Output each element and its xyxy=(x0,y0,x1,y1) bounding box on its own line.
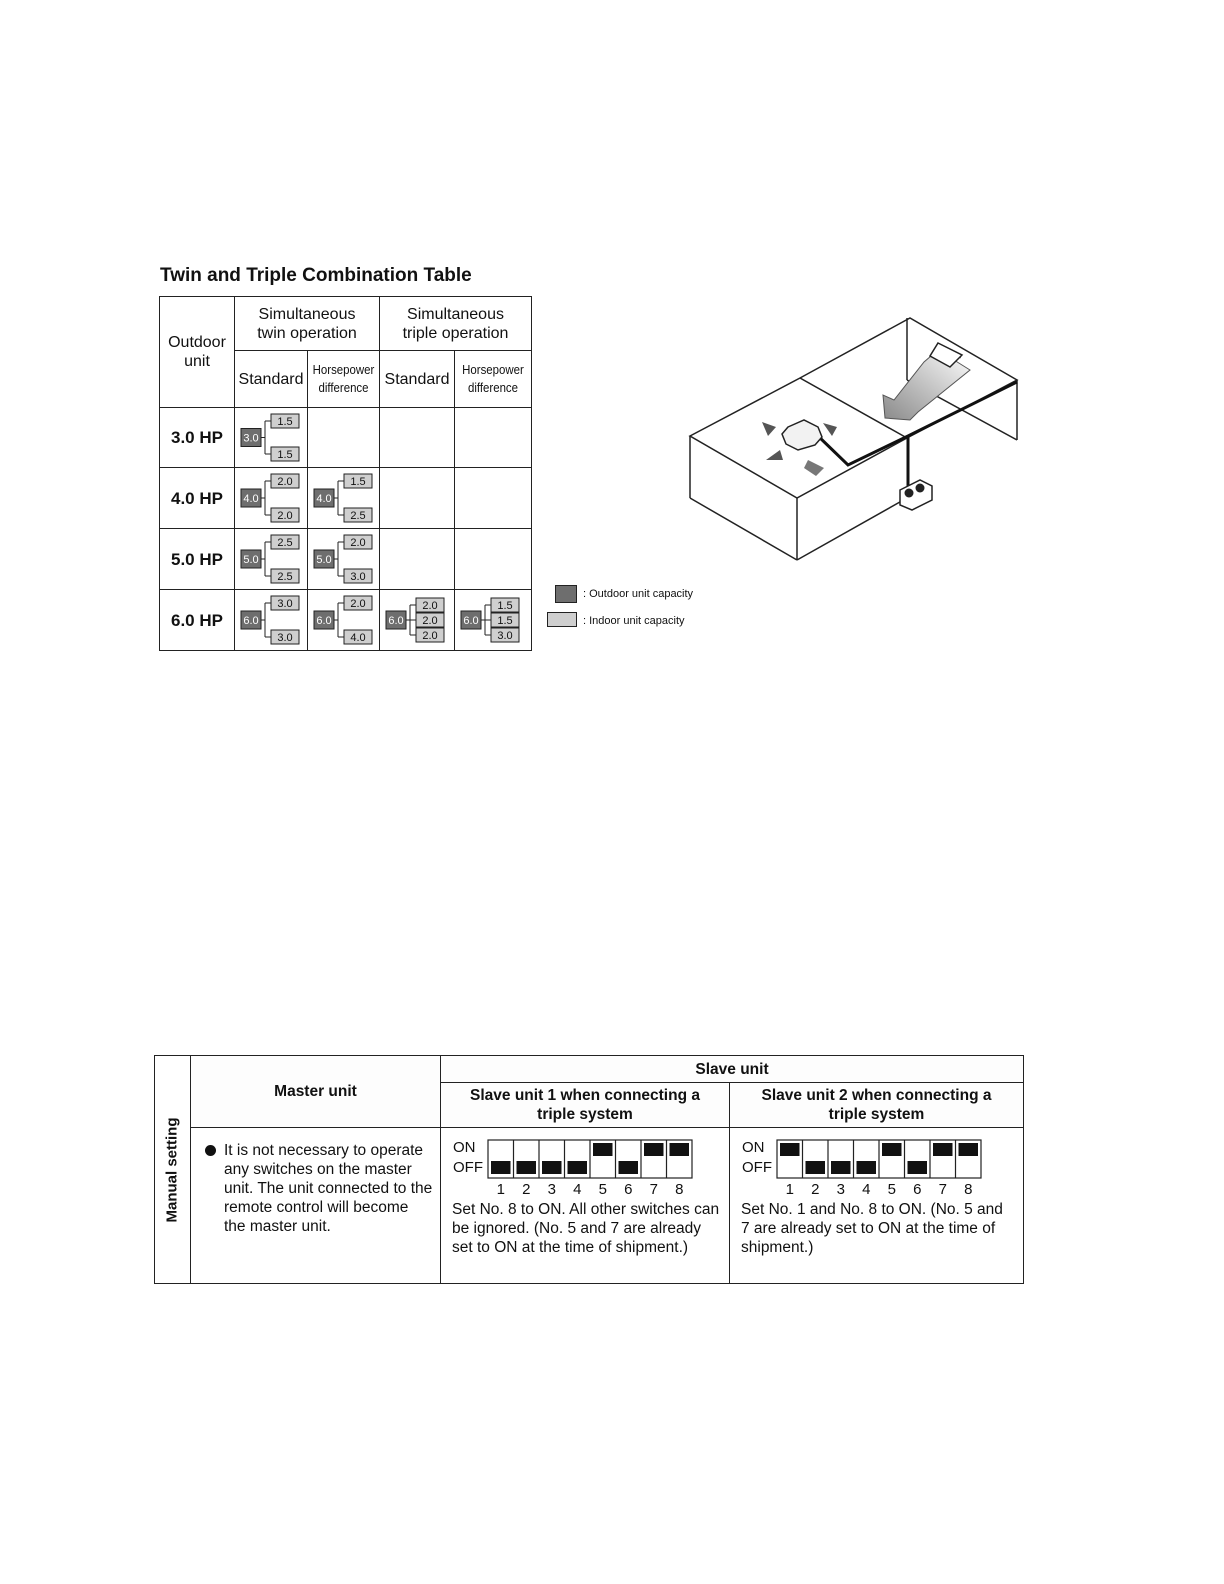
indoor-capacity-value: 1.5 xyxy=(497,600,513,612)
row-hp-label: 5.0 HP xyxy=(160,529,235,590)
dip-switch-number: 7 xyxy=(938,1181,947,1198)
cell-twin-hp-difference xyxy=(308,529,380,590)
subheader-hp-difference-label: Horsepower difference xyxy=(462,362,524,395)
slave2-header-label: Slave unit 2 when connecting a triple system xyxy=(761,1087,992,1123)
outdoor-capacity-value: 4.0 xyxy=(243,493,259,505)
slave1-header xyxy=(441,1083,730,1128)
outdoor-capacity-value: 6.0 xyxy=(316,615,332,627)
dip-switch-knob xyxy=(517,1161,537,1174)
cell-twin-hp-difference xyxy=(308,408,380,468)
cell-triple-standard xyxy=(380,529,455,590)
outdoor-capacity-value: 4.0 xyxy=(316,493,332,505)
capacity-diagram xyxy=(308,529,379,589)
outdoor-capacity-value: 3.0 xyxy=(243,432,259,445)
dip-switch-knob xyxy=(568,1161,588,1174)
dip-switch-number: 1 xyxy=(785,1181,794,1198)
subheader-twin-hp-difference xyxy=(308,351,380,408)
header-triple-label: Simultaneous triple operation xyxy=(402,305,509,342)
cell-twin-standard xyxy=(235,468,308,529)
dip-switch-number: 3 xyxy=(836,1181,845,1198)
cell-triple-hp-difference xyxy=(455,468,532,529)
row-hp-label: 3.0 HP xyxy=(160,408,235,468)
cell-twin-standard xyxy=(235,408,308,468)
capacity-diagram xyxy=(380,529,454,589)
legend-outdoor-label: : Outdoor unit capacity xyxy=(583,588,694,600)
dip-switch-number: 2 xyxy=(522,1181,531,1198)
dip-switch-knob xyxy=(670,1143,690,1156)
dip-switch-knob xyxy=(857,1161,877,1174)
header-outdoor-unit xyxy=(160,297,235,408)
slave1-dip-switch-diagram xyxy=(451,1138,711,1198)
dip-switch-number: 6 xyxy=(624,1181,633,1198)
indoor-capacity-value: 1.5 xyxy=(277,416,293,428)
subheader-standard-label: Standard xyxy=(238,370,304,388)
dip-switch-number: 2 xyxy=(811,1181,820,1198)
cell-twin-hp-difference xyxy=(308,590,380,651)
capacity-diagram xyxy=(380,408,454,467)
slave1-text: Set No. 8 to ON. All other switches can be ignored. (No. 5 and 7 are already set to ON at the time of shipment.) xyxy=(452,1201,720,1256)
capacity-diagram xyxy=(308,590,379,650)
capacity-diagram xyxy=(235,590,307,650)
manual-setting-label: Manual setting xyxy=(163,1116,181,1223)
indoor-capacity-value: 3.0 xyxy=(277,632,293,644)
manual-setting-side-header xyxy=(155,1056,191,1284)
indoor-capacity-value: 1.5 xyxy=(277,449,293,461)
capacity-diagram xyxy=(455,529,531,589)
indoor-capacity-value: 1.5 xyxy=(497,615,513,627)
dip-switch-number: 8 xyxy=(964,1181,973,1198)
dip-switch-knob xyxy=(959,1143,979,1156)
dip-switch-knob xyxy=(806,1161,826,1174)
indoor-capacity-value: 3.0 xyxy=(497,630,513,642)
capacity-diagram xyxy=(455,408,531,467)
capacity-diagram xyxy=(235,408,307,467)
dip-switch-knob xyxy=(908,1161,928,1174)
off-label: OFF xyxy=(453,1159,483,1176)
cell-triple-hp-difference xyxy=(455,590,532,651)
outdoor-capacity-value: 6.0 xyxy=(463,615,479,627)
slave2-header xyxy=(730,1083,1024,1128)
dip-switch-knob xyxy=(882,1143,902,1156)
capacity-diagram xyxy=(380,590,454,650)
cell-triple-standard xyxy=(380,590,455,651)
outdoor-capacity-swatch xyxy=(555,585,577,603)
capacity-diagram xyxy=(308,468,379,528)
indoor-capacity-value: 3.0 xyxy=(277,598,293,610)
indoor-capacity-value: 4.0 xyxy=(350,632,366,644)
indoor-capacity-value: 2.5 xyxy=(277,537,293,549)
dip-switch-number: 3 xyxy=(547,1181,556,1198)
slave1-instructions xyxy=(441,1128,730,1284)
on-label: ON xyxy=(453,1139,476,1156)
dip-switch-knob xyxy=(619,1161,639,1174)
dip-switch-knob xyxy=(933,1143,953,1156)
slave1-header-label: Slave unit 1 when connecting a triple system xyxy=(470,1087,700,1123)
indoor-capacity-value: 2.0 xyxy=(350,598,366,610)
capacity-diagram xyxy=(235,529,307,589)
indoor-capacity-value: 2.0 xyxy=(277,510,293,522)
outdoor-capacity-value: 5.0 xyxy=(316,554,332,566)
outdoor-capacity-value: 6.0 xyxy=(388,615,404,627)
indoor-capacity-value: 2.0 xyxy=(422,615,438,627)
indoor-capacity-value: 1.5 xyxy=(350,476,366,488)
subheader-standard-label: Standard xyxy=(384,370,450,388)
dip-switch-knob xyxy=(644,1143,664,1156)
slave2-instructions xyxy=(730,1128,1024,1284)
cell-twin-hp-difference xyxy=(308,468,380,529)
dip-switch-knob xyxy=(491,1161,511,1174)
slave-unit-header: Slave unit xyxy=(441,1056,1024,1083)
outdoor-unit-icon xyxy=(900,480,932,510)
dip-switch-knob xyxy=(780,1143,800,1156)
dip-switch-number: 6 xyxy=(913,1181,922,1198)
manual-setting-table xyxy=(154,1055,1024,1284)
dip-switch-knob xyxy=(542,1161,562,1174)
outdoor-capacity-value: 6.0 xyxy=(243,615,259,627)
indoor-capacity-value: 3.0 xyxy=(350,571,366,583)
master-unit-instructions xyxy=(191,1128,441,1284)
header-twin-operation xyxy=(235,297,380,351)
row-hp-label: 6.0 HP xyxy=(160,590,235,651)
dip-switch-number: 1 xyxy=(496,1181,505,1198)
indoor-capacity-value: 2.0 xyxy=(422,630,438,642)
indoor-capacity-value: 2.5 xyxy=(277,571,293,583)
header-outdoor-unit-label: Outdoor unit xyxy=(168,334,226,370)
cell-triple-hp-difference xyxy=(455,529,532,590)
subheader-hp-difference-label: Horsepower difference xyxy=(312,362,375,395)
dip-switch-knob xyxy=(831,1161,851,1174)
slave2-text: Set No. 1 and No. 8 to ON. (No. 5 and 7 are already set to ON at the time of shipment.) xyxy=(741,1201,1003,1256)
dip-switch-number: 5 xyxy=(598,1181,607,1198)
subheader-triple-hp-difference xyxy=(455,351,532,408)
capacity-diagram xyxy=(380,468,454,528)
bullet-icon xyxy=(205,1145,216,1156)
cell-triple-standard xyxy=(380,468,455,529)
refrigerant-piping xyxy=(817,346,1017,488)
legend-indoor-label: : Indoor unit capacity xyxy=(583,615,685,627)
outdoor-capacity-value: 5.0 xyxy=(243,554,259,566)
dip-switch-number: 5 xyxy=(887,1181,896,1198)
cell-triple-hp-difference xyxy=(455,408,532,468)
capacity-diagram xyxy=(455,590,531,650)
row-hp-label: 4.0 HP xyxy=(160,468,235,529)
indoor-capacity-value: 2.0 xyxy=(277,476,293,488)
indoor-cassette-icon xyxy=(762,420,837,476)
cell-triple-standard xyxy=(380,408,455,468)
on-label: ON xyxy=(742,1139,765,1156)
dip-switch-knob xyxy=(593,1143,613,1156)
slave2-dip-switch-diagram xyxy=(740,1138,1000,1198)
indoor-capacity-value: 2.0 xyxy=(350,537,366,549)
master-unit-text: It is not necessary to operate any switches on the master unit. The unit connected to the remote control will become the master unit. xyxy=(224,1142,433,1235)
combination-table xyxy=(159,296,532,651)
capacity-diagram xyxy=(308,408,379,467)
off-label: OFF xyxy=(742,1159,772,1176)
room-outline xyxy=(690,318,1017,560)
indoor-capacity-value: 2.5 xyxy=(350,510,366,522)
indoor-capacity-value: 2.0 xyxy=(422,600,438,612)
room-installation-illustration xyxy=(680,310,1025,565)
combination-table-title: Twin and Triple Combination Table xyxy=(160,265,472,286)
dip-switch-number: 4 xyxy=(862,1181,871,1198)
indoor-capacity-swatch xyxy=(547,612,577,627)
subheader-twin-standard xyxy=(235,351,308,408)
dip-switch-number: 7 xyxy=(649,1181,658,1198)
subheader-triple-standard xyxy=(380,351,455,408)
header-twin-label: Simultaneous twin operation xyxy=(257,305,357,342)
header-triple-operation xyxy=(380,297,532,351)
capacity-diagram xyxy=(455,468,531,528)
cell-twin-standard xyxy=(235,590,308,651)
dip-switch-number: 8 xyxy=(675,1181,684,1198)
dip-switch-number: 4 xyxy=(573,1181,582,1198)
cell-twin-standard xyxy=(235,529,308,590)
master-unit-header: Master unit xyxy=(191,1056,441,1128)
capacity-diagram xyxy=(235,468,307,528)
